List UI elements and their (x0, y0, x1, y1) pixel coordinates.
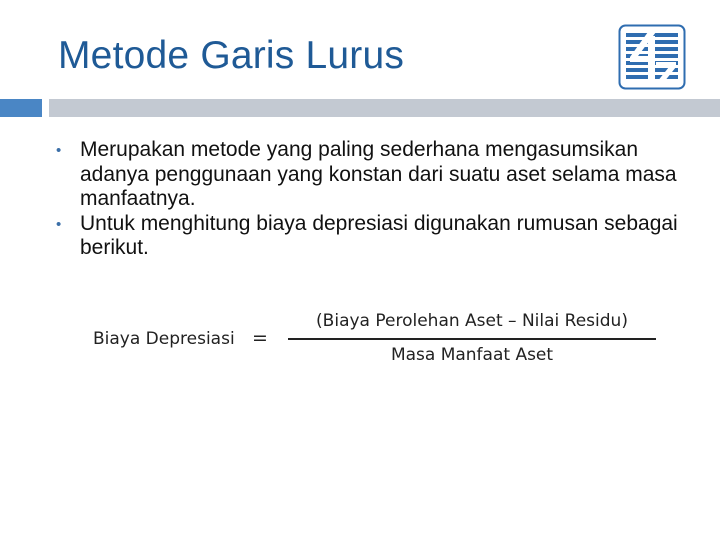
depreciation-formula (0, 300, 720, 380)
fraction-bar (288, 338, 656, 340)
slide-title: Metode Garis Lurus (58, 34, 405, 77)
formula-numerator: (Biaya Perolehan Aset – Nilai Residu) (316, 311, 628, 331)
formula-equals: = (252, 327, 268, 349)
formula-lhs: Biaya Depresiasi (93, 329, 235, 349)
bullet-item (56, 138, 696, 212)
bullet-dot-icon: • (56, 215, 62, 233)
accent-bar (0, 99, 42, 117)
university-logo-icon (618, 24, 686, 90)
bullet-dot-icon: • (56, 142, 62, 159)
divider-bar (49, 99, 720, 117)
bullet-text: Untuk menghitung biaya depresiasi digunakan rumusan sebagai berikut. (80, 211, 678, 259)
formula-denominator: Masa Manfaat Aset (390, 345, 554, 365)
bullet-text: Merupakan metode yang paling sederhana mengasumsikan adanya penggunaan yang konstan dari suatu aset selama masa manfaatnya. (80, 138, 677, 210)
bullet-list (56, 138, 696, 261)
bullet-item (56, 212, 696, 261)
